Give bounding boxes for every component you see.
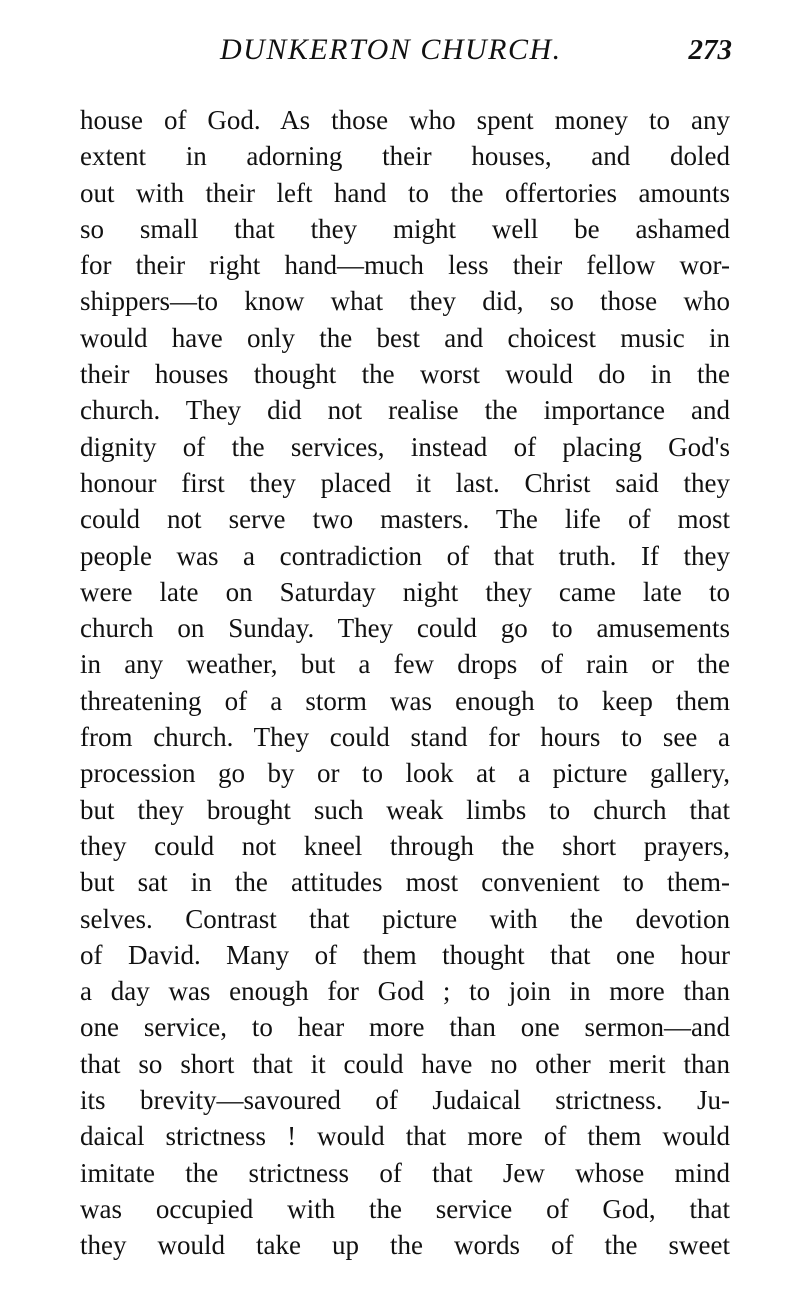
text-line: dignity of the services, instead of placing God's [80, 431, 730, 462]
text-line: imitate the strictness of that Jew whose mind [80, 1157, 730, 1188]
body-text [80, 102, 730, 1264]
text-line: out with their left hand to the offertories amounts [80, 177, 730, 208]
text-line: was occupied with the service of God, that [80, 1193, 730, 1224]
text-line: one service, to hear more than one sermon—and [80, 1012, 730, 1043]
text-line: they could not kneel through the short prayers, [80, 830, 730, 861]
text-line: shippers—to know what they did, so those who [80, 286, 730, 317]
running-head [80, 30, 732, 70]
text-line: its brevity—savoured of Judaical strictness. Ju- [80, 1085, 730, 1116]
text-line: they would take up the words of the sweet [80, 1230, 730, 1261]
text-line: for their right hand—much less their fellow wor- [80, 250, 730, 281]
text-line: threatening of a storm was enough to keep them [80, 685, 730, 716]
text-line: people was a contradiction of that truth. If they [80, 540, 730, 571]
text-line: that so short that it could have no other merit than [80, 1048, 730, 1079]
text-line: their houses thought the worst would do in the [80, 359, 730, 390]
page-number: 273 [688, 34, 732, 66]
text-line: but they brought such weak limbs to church that [80, 794, 730, 825]
text-line: of David. Many of them thought that one hour [80, 939, 730, 970]
text-line: were late on Saturday night they came late to [80, 576, 730, 607]
text-line: could not serve two masters. The life of most [80, 504, 730, 535]
text-line: in any weather, but a few drops of rain or the [80, 649, 730, 680]
running-title: DUNKERTON CHURCH. [220, 33, 562, 66]
text-line: church. They did not realise the importance and [80, 395, 730, 426]
text-line: would have only the best and choicest music in [80, 322, 730, 353]
text-line: a day was enough for God ; to join in more than [80, 976, 730, 1007]
text-line: house of God. As those who spent money to any [80, 105, 730, 135]
text-line: honour first they placed it last. Christ said they [80, 467, 730, 498]
text-line: church on Sunday. They could go to amusements [80, 613, 730, 644]
text-line: from church. They could stand for hours to see a [80, 722, 730, 753]
text-line: procession go by or to look at a picture gallery, [80, 758, 730, 789]
text-line: selves. Contrast that picture with the devotion [80, 903, 730, 934]
text-line: but sat in the attitudes most convenient to them- [80, 867, 730, 898]
text-line: extent in adorning their houses, and doled [80, 141, 730, 172]
text-line: daical strictness ! would that more of them would [80, 1121, 730, 1152]
text-line: so small that they might well be ashamed [80, 213, 730, 244]
